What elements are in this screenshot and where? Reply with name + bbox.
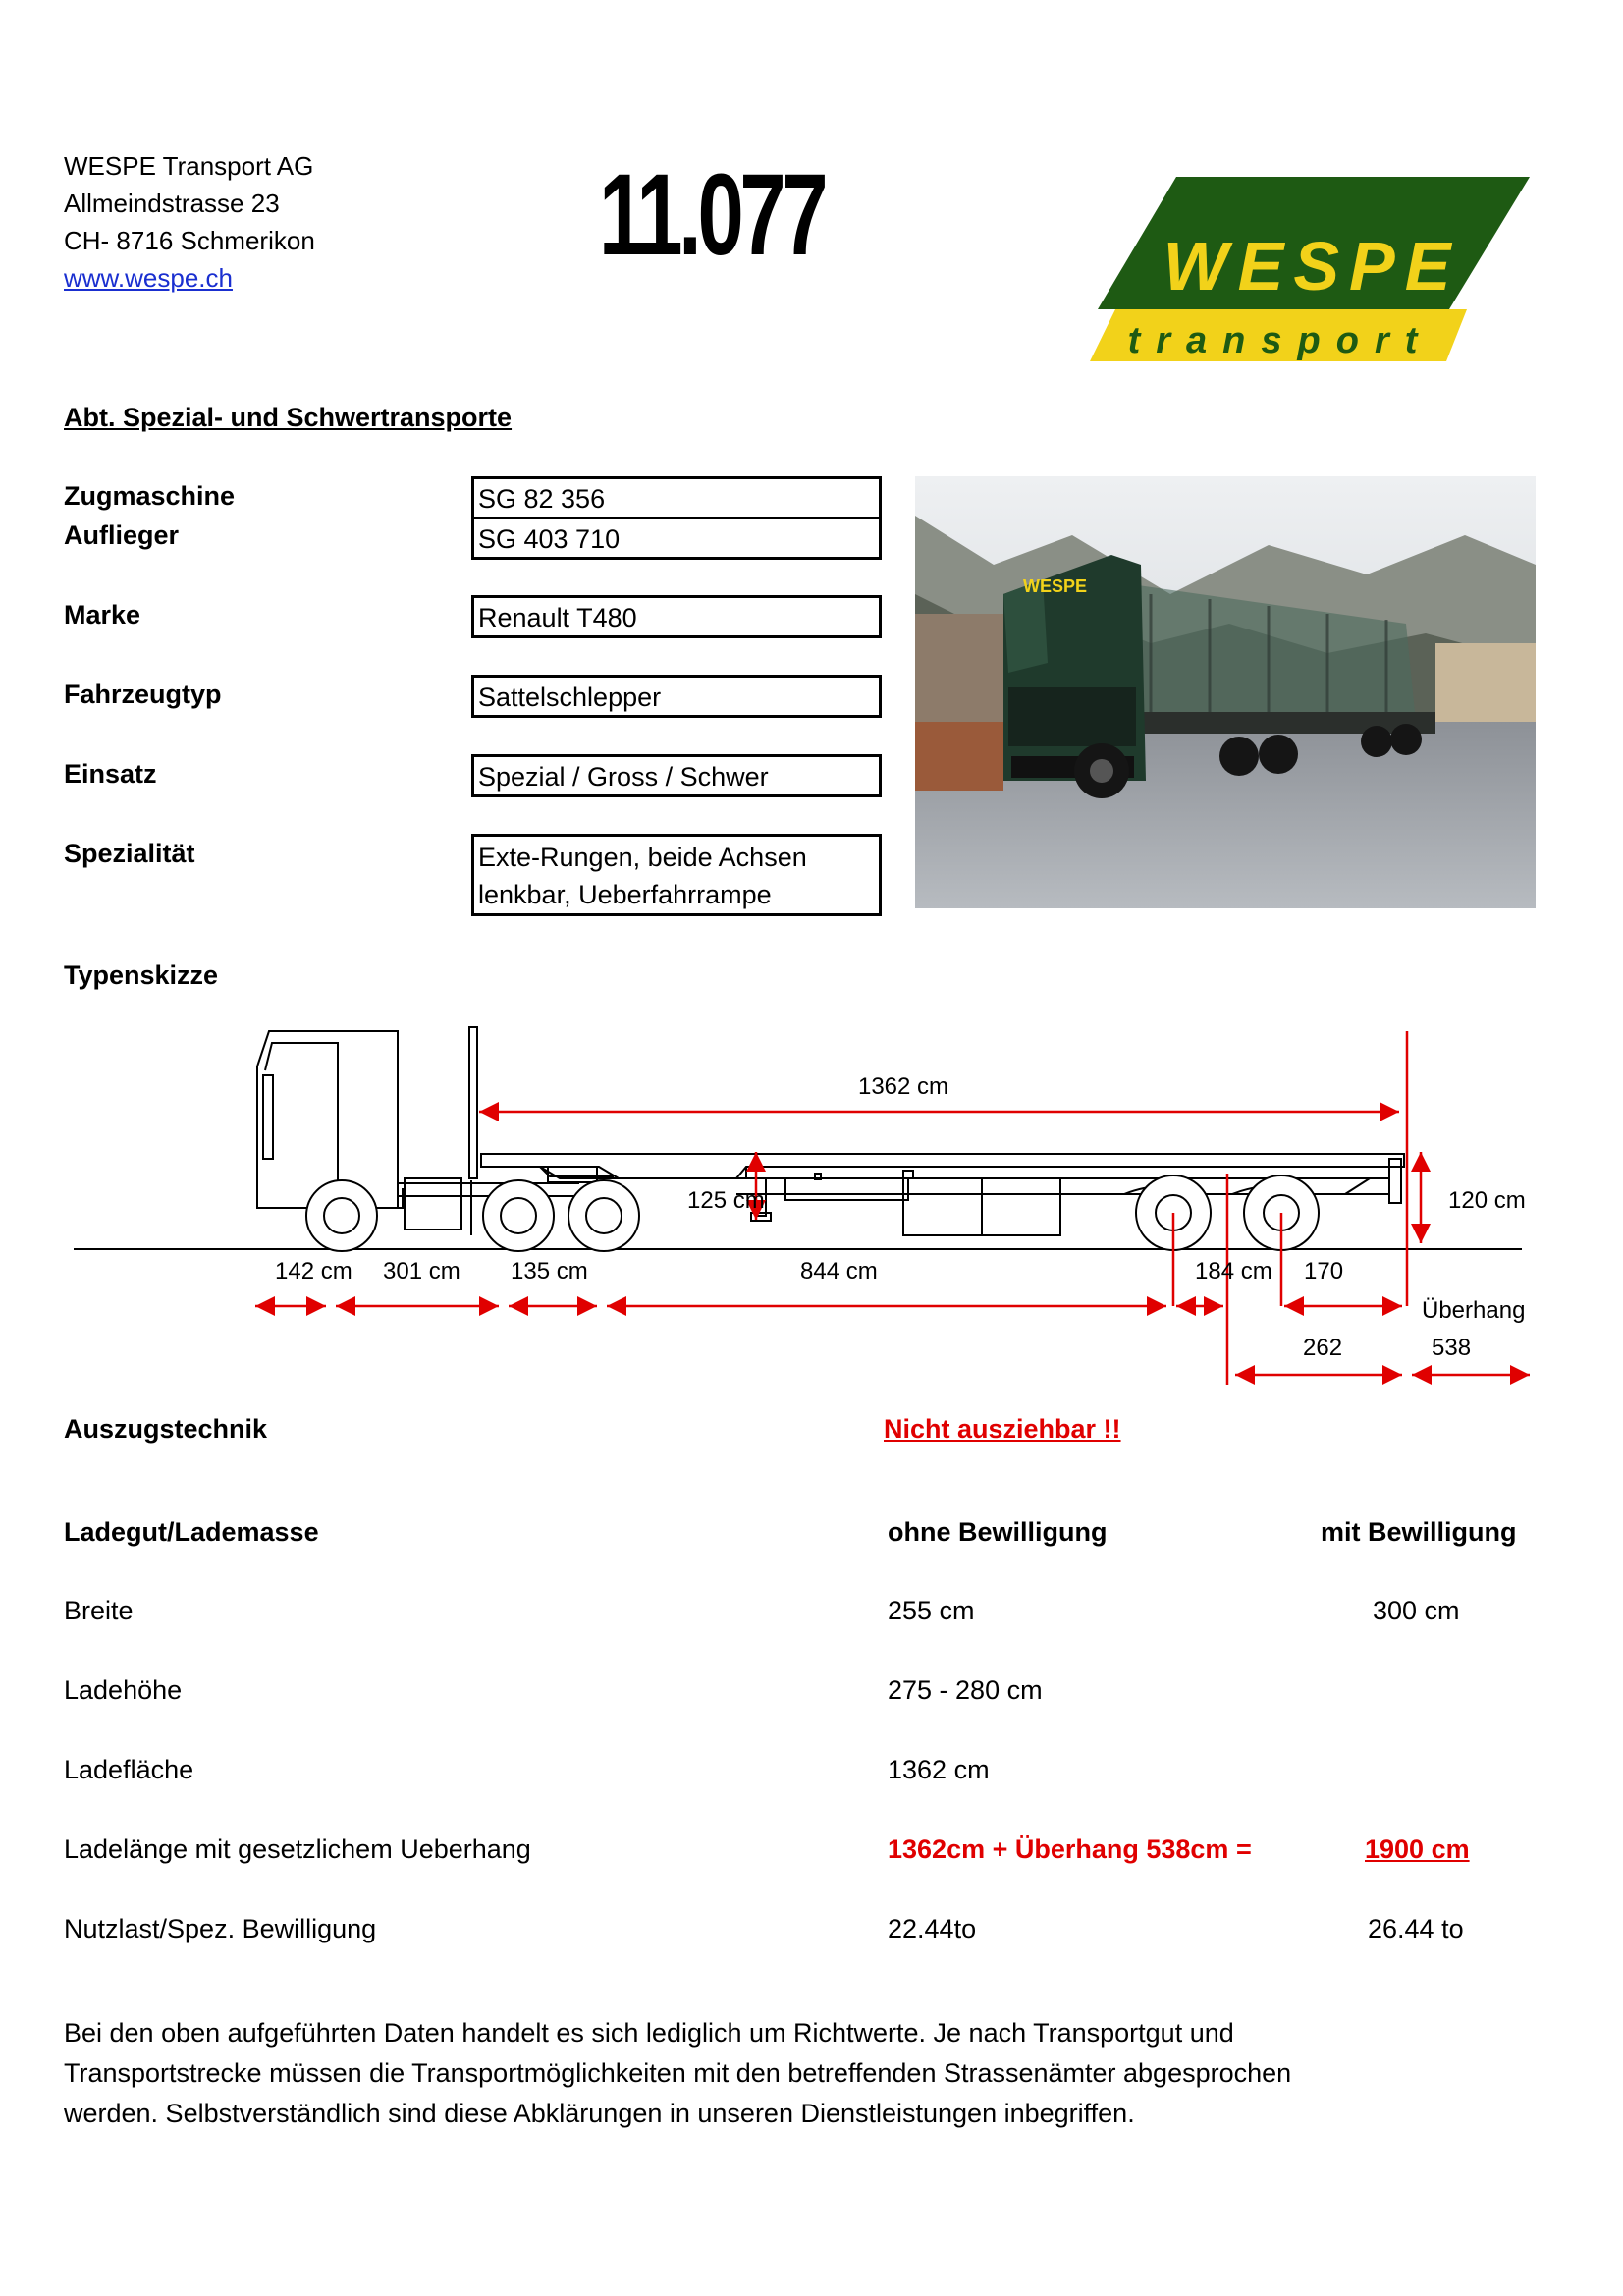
truck-photo (915, 476, 1536, 908)
row-ladeflaeche-ohne: 1362 cm (888, 1755, 990, 1784)
value-fahrzeugtyp: Sattelschlepper (471, 675, 882, 718)
document-number: 11.077 (599, 150, 825, 280)
dim-170: 170 (1304, 1258, 1344, 1285)
row-ladehoehe-ohne: 275 - 280 cm (888, 1675, 1043, 1705)
label-auflieger: Auflieger (64, 520, 180, 550)
value-marke: Renault T480 (471, 595, 882, 638)
dim-deck-length: 1362 cm (857, 1073, 949, 1100)
label-fahrzeugtyp: Fahrzeugtyp (64, 680, 222, 709)
table-header-ohne: ohne Bewilligung (888, 1517, 1108, 1547)
row-label-ladeflaeche: Ladefläche (64, 1755, 194, 1784)
dim-538: 538 (1432, 1335, 1472, 1361)
auszug-label: Auszugstechnik (64, 1414, 268, 1444)
dim-262: 262 (1303, 1335, 1343, 1361)
dim-844: 844 cm (800, 1258, 878, 1285)
row-label-ladelaenge: Ladelänge mit gesetzlichem Ueberhang (64, 1834, 531, 1864)
dim-301: 301 cm (383, 1258, 460, 1285)
auszug-value: Nicht ausziehbar !! (884, 1414, 1121, 1444)
logo-text-main: WESPE (1163, 228, 1461, 304)
value-zugmaschine: SG 82 356 (471, 476, 882, 519)
dim-135: 135 cm (511, 1258, 588, 1285)
company-address (64, 147, 315, 297)
department-title: Abt. Spezial- und Schwertransporte (64, 403, 513, 432)
row-breite-ohne: 255 cm (888, 1596, 975, 1625)
row-nutzlast-mit: 26.44 to (1368, 1914, 1464, 1943)
footer-disclaimer: Bei den oben aufgeführten Daten handelt es sich lediglich um Richtwerte. Je nach Transportgut und Transportstrecke müssen die Transportmöglichkeiten mit den betreffenden Strassenämter abgesprochen werden. Selbstverständlich sind diese Abklärungen in unseren Dienstleistungen inbegriffen. (64, 2018, 1292, 2128)
company-city: CH- 8716 Schmerikon (64, 226, 315, 255)
row-label-ladehoehe: Ladehöhe (64, 1675, 183, 1705)
row-ladelaenge-ohne: 1362cm + Überhang 538cm = (888, 1834, 1252, 1864)
value-spezialitaet: Exte-Rungen, beide Achsen lenkbar, Ueberfahrrampe (471, 834, 882, 916)
row-label-breite: Breite (64, 1596, 134, 1625)
label-marke: Marke (64, 600, 141, 629)
row-nutzlast-ohne: 22.44to (888, 1914, 977, 1943)
sketch-title: Typenskizze (64, 960, 219, 990)
label-spezialitaet: Spezialität (64, 839, 195, 868)
vehicle-sketch (69, 1011, 1561, 1394)
value-auflieger: SG 403 710 (471, 517, 882, 560)
label-zugmaschine: Zugmaschine (64, 481, 236, 511)
dim-rear-height: 120 cm (1448, 1187, 1526, 1214)
row-breite-mit: 300 cm (1373, 1596, 1460, 1625)
dim-overhang-label: Überhang (1422, 1297, 1526, 1324)
wespe-logo (1088, 177, 1530, 363)
dim-184: 184 cm (1195, 1258, 1272, 1285)
value-einsatz: Spezial / Gross / Schwer (471, 754, 882, 797)
logo-text-sub: transport (1127, 320, 1434, 361)
row-ladelaenge-mit: 1900 cm (1365, 1834, 1470, 1864)
row-label-nutzlast: Nutzlast/Spez. Bewilligung (64, 1914, 377, 1943)
dim-deck-height: 125 cm (687, 1187, 765, 1214)
company-street: Allmeindstrasse 23 (64, 189, 280, 218)
photo-cab-text: WESPE (1023, 576, 1088, 596)
dim-142: 142 cm (275, 1258, 352, 1285)
table-header-ladegut: Ladegut/Lademasse (64, 1517, 319, 1547)
label-einsatz: Einsatz (64, 759, 157, 789)
company-website-link[interactable]: www.wespe.ch (64, 263, 233, 293)
company-name: WESPE Transport AG (64, 151, 314, 181)
table-header-mit: mit Bewilligung (1321, 1517, 1517, 1547)
